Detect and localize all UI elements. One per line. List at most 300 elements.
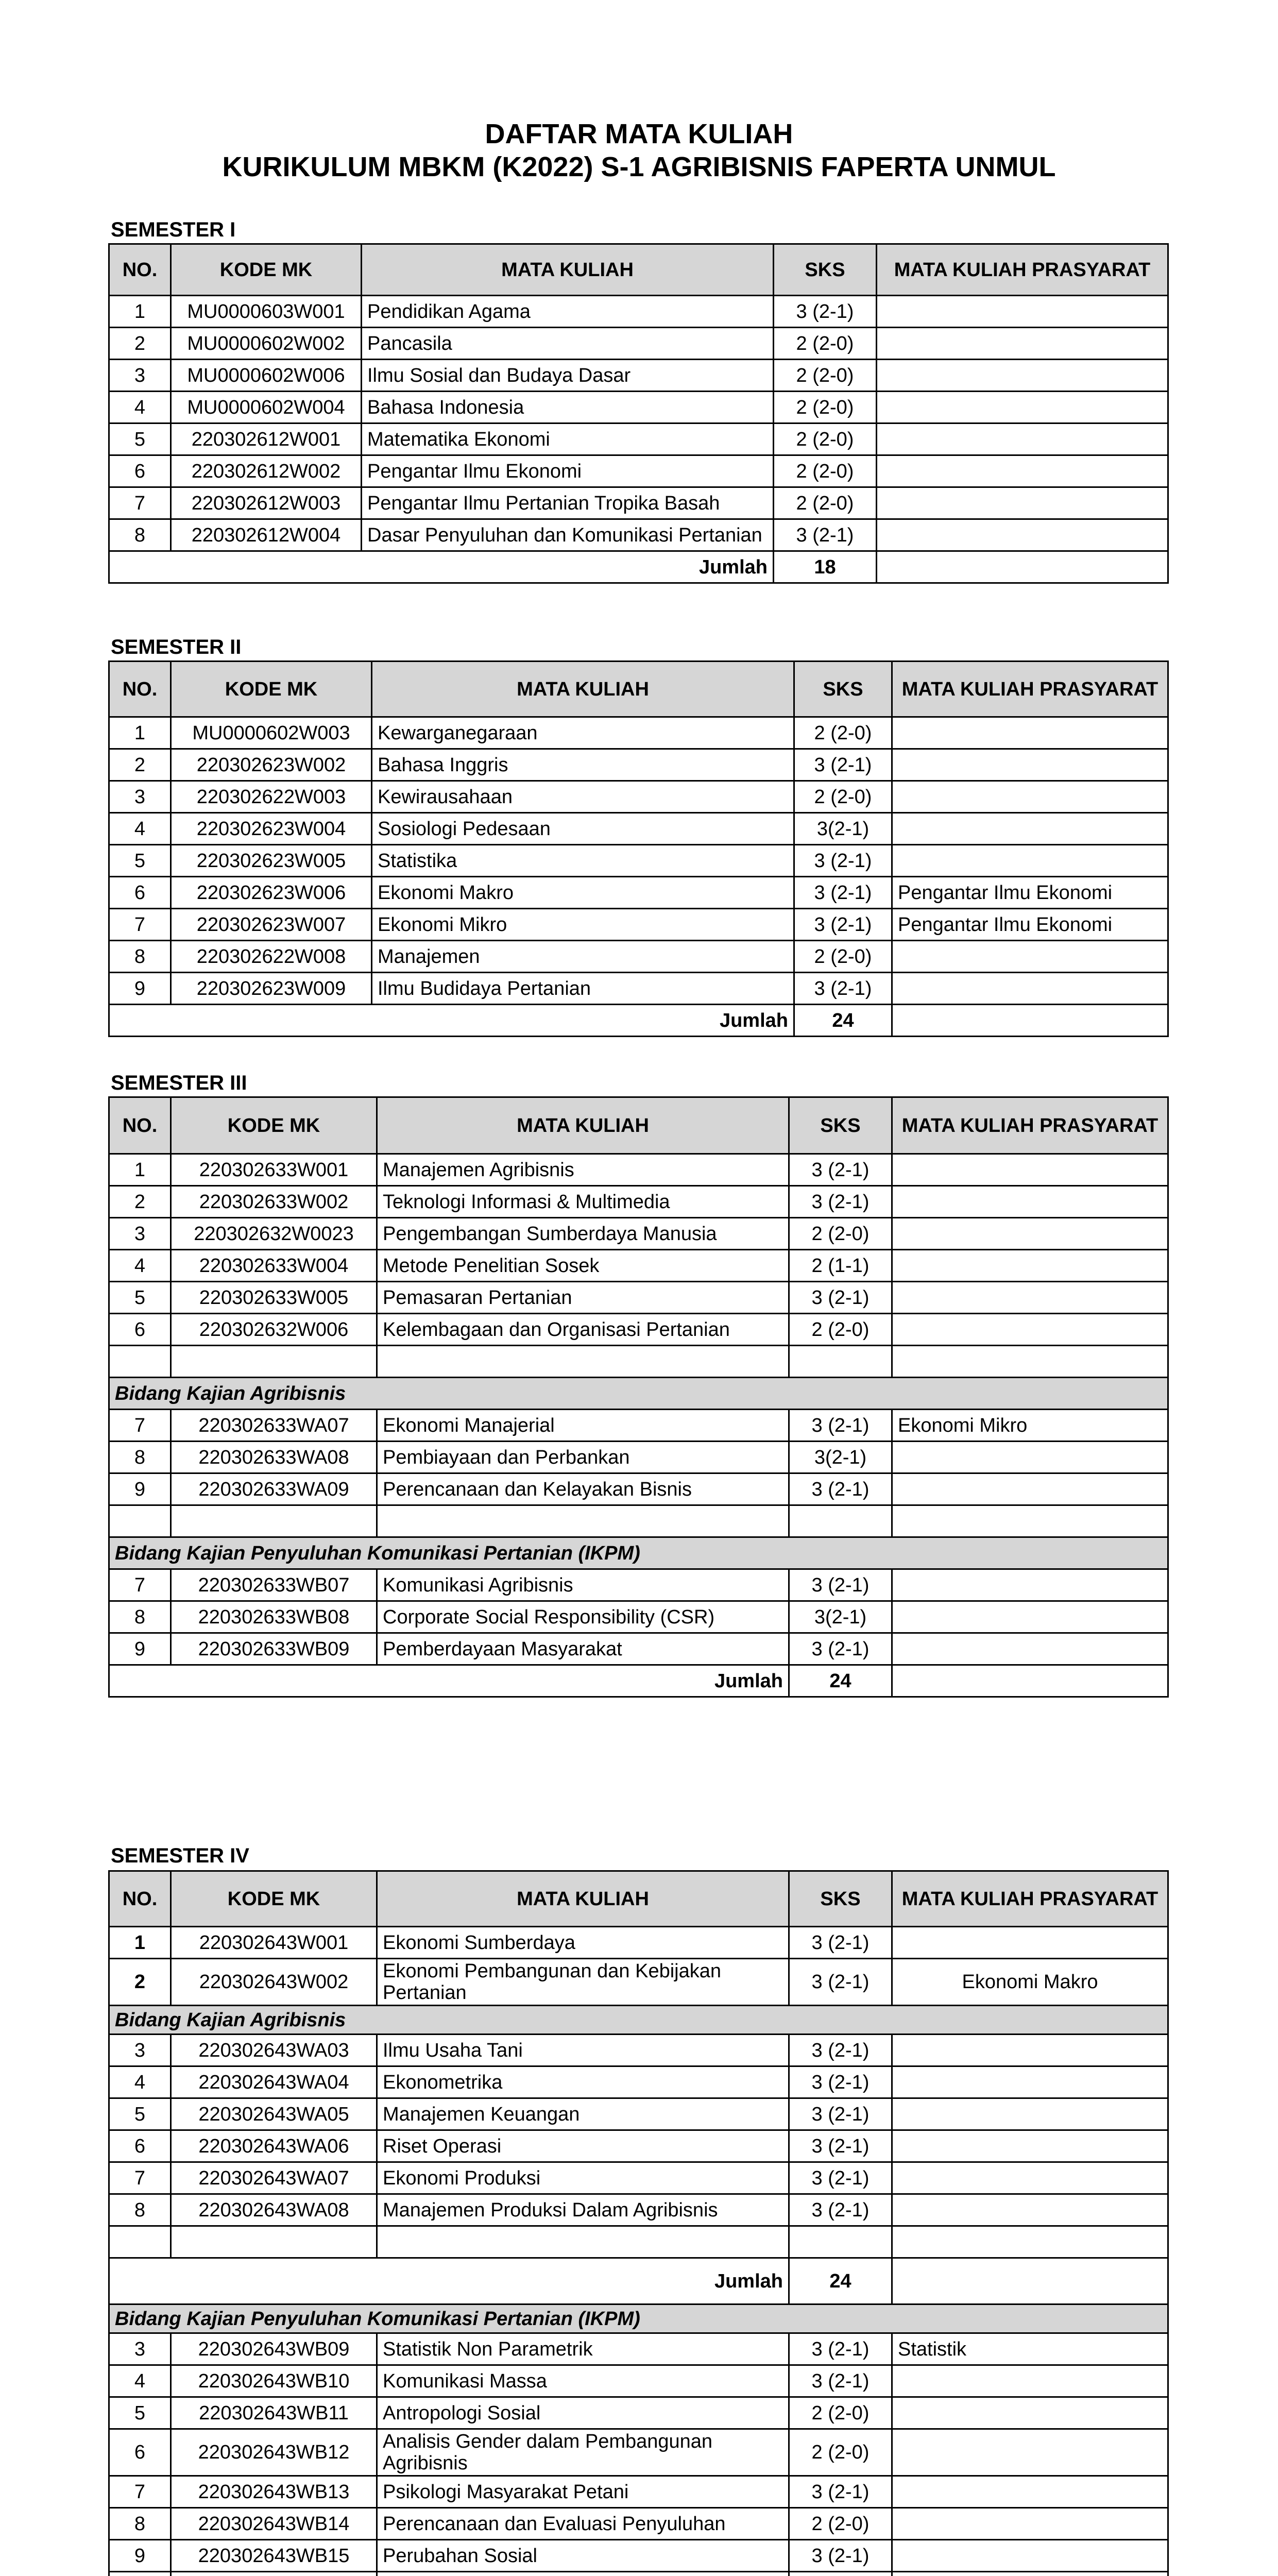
cell-kode-mk: 220302643W001 — [171, 1927, 377, 1959]
header-kode-mk: KODE MK — [171, 1097, 377, 1154]
cell-mata-kuliah: Pengantar Ilmu Ekonomi — [362, 455, 774, 487]
cell-no: 7 — [109, 909, 171, 941]
cell-kode-mk: 220302633W002 — [171, 1186, 377, 1218]
cell-sks: 3 (2-1) — [789, 1927, 892, 1959]
cell-prasyarat: Pengantar Ilmu Ekonomi — [892, 909, 1168, 941]
cell-mata-kuliah: Manajemen Produksi Dalam Agribisnis — [377, 2194, 789, 2226]
bidang-agribisnis-label: Bidang Kajian Agribisnis — [109, 2006, 1168, 2035]
cell-sks: 2 (2-0) — [774, 392, 877, 423]
bidang-ikpm-label: Bidang Kajian Penyuluhan Komunikasi Pertanian (IKPM) — [109, 1537, 1168, 1569]
cell-kode-mk: 220302623W002 — [171, 749, 372, 781]
cell-kode-mk: 220302612W003 — [171, 487, 362, 519]
cell-no: 9 — [109, 973, 171, 1005]
cell-sks: 2 (2-0) — [794, 717, 892, 749]
cell-prasyarat — [892, 2397, 1168, 2429]
semester-2-table — [108, 660, 1169, 1037]
cell-mata-kuliah: Riset Operasi — [377, 2130, 789, 2162]
cell-prasyarat — [892, 1601, 1168, 1633]
cell-sks: 2 (2-0) — [789, 1218, 892, 1250]
cell-sks: 2 (2-0) — [789, 2397, 892, 2429]
table-row — [109, 2397, 1168, 2429]
cell-no: 9 — [109, 1633, 171, 1665]
cell-no: 8 — [109, 1601, 171, 1633]
empty-row — [109, 2226, 1168, 2258]
cell-mata-kuliah: Pembiayaan dan Perbankan — [377, 1442, 789, 1473]
subheader-row — [109, 2006, 1168, 2035]
cell-kode-mk: 220302623W005 — [171, 845, 372, 877]
cell-prasyarat — [892, 1633, 1168, 1665]
cell-kode-mk: MU0000602W004 — [171, 392, 362, 423]
table-row — [109, 941, 1168, 973]
semester-4-label: SEMESTER IV — [111, 1844, 249, 1867]
header-prasyarat: MATA KULIAH PRASYARAT — [892, 1871, 1168, 1927]
table-row — [109, 2333, 1168, 2365]
cell-mata-kuliah: Pancasila — [362, 328, 774, 360]
document-title-line-2: KURIKULUM MBKM (K2022) S-1 AGRIBISNIS FAPERTA UNMUL — [222, 151, 1056, 182]
cell-prasyarat — [892, 1154, 1168, 1186]
cell-kode-mk: 220302633W001 — [171, 1154, 377, 1186]
cell-mata-kuliah: Pengantar Ilmu Pertanian Tropika Basah — [362, 487, 774, 519]
jumlah-label: Jumlah — [109, 2258, 789, 2304]
cell-sks: 3(2-1) — [794, 813, 892, 845]
cell-prasyarat — [892, 2194, 1168, 2226]
cell-mata-kuliah: Antropologi Sosial — [377, 2397, 789, 2429]
cell-no: 5 — [109, 1282, 171, 1314]
cell-mata-kuliah: Komunikasi Agribisnis — [377, 1569, 789, 1601]
header-no: NO. — [109, 1097, 171, 1154]
cell-no: 8 — [109, 1442, 171, 1473]
table-header-row — [109, 1097, 1168, 1154]
table-row — [109, 1250, 1168, 1282]
table-row — [109, 392, 1168, 423]
cell-no: 1 — [109, 1154, 171, 1186]
table-row — [109, 1154, 1168, 1186]
cell-no: 2 — [109, 1959, 171, 2006]
cell-prasyarat — [877, 423, 1168, 455]
cell-prasyarat — [877, 296, 1168, 328]
cell-mata-kuliah: Ekonomi Manajerial — [377, 1410, 789, 1442]
cell-mata-kuliah: Dasar Penyuluhan dan Komunikasi Pertanian — [362, 519, 774, 551]
cell-no: 9 — [109, 2540, 171, 2572]
cell-prasyarat: Statistik — [892, 2333, 1168, 2365]
cell-mata-kuliah: Analisis Gender dalam Pembangunan Agribisnis — [377, 2429, 789, 2476]
table-row — [109, 1282, 1168, 1314]
cell-prasyarat — [892, 717, 1168, 749]
cell-mata-kuliah: Ekonomi Mikro — [372, 909, 794, 941]
total-row — [109, 551, 1168, 583]
cell-kode-mk: 220302623W006 — [171, 877, 372, 909]
cell-kode-mk: 220302622W003 — [171, 781, 372, 813]
table-header-row — [109, 662, 1168, 717]
cell-no: 8 — [109, 2508, 171, 2540]
table-row — [109, 1927, 1168, 1959]
total-row — [109, 1005, 1168, 1037]
cell-prasyarat — [892, 941, 1168, 973]
table-row — [109, 1601, 1168, 1633]
subheader-row — [109, 2304, 1168, 2333]
cell-kode-mk: 220302633W004 — [171, 1250, 377, 1282]
empty-row — [109, 2572, 1168, 2576]
cell-mata-kuliah: Ekonomi Produksi — [377, 2162, 789, 2194]
cell-sks: 3 (2-1) — [789, 2130, 892, 2162]
cell-kode-mk: 220302643W002 — [171, 1959, 377, 2006]
table-row — [109, 2035, 1168, 2066]
cell-no: 1 — [109, 1927, 171, 1959]
cell-mata-kuliah: Pemberdayaan Masyarakat — [377, 1633, 789, 1665]
cell-sks: 2 (2-0) — [789, 1314, 892, 1346]
cell-no: 8 — [109, 519, 171, 551]
cell-prasyarat — [892, 1569, 1168, 1601]
cell-kode-mk: 220302643WB11 — [171, 2397, 377, 2429]
cell-prasyarat — [892, 1442, 1168, 1473]
cell-mata-kuliah: Ekonomi Makro — [372, 877, 794, 909]
cell-mata-kuliah: Ilmu Sosial dan Budaya Dasar — [362, 360, 774, 392]
table-row — [109, 717, 1168, 749]
table-row — [109, 360, 1168, 392]
cell-mata-kuliah: Corporate Social Responsibility (CSR) — [377, 1601, 789, 1633]
cell-kode-mk: 220302643WB13 — [171, 2476, 377, 2508]
table-header-row — [109, 244, 1168, 296]
cell-no: 4 — [109, 1250, 171, 1282]
cell-prasyarat — [892, 2098, 1168, 2130]
header-prasyarat: MATA KULIAH PRASYARAT — [877, 244, 1168, 296]
table-row — [109, 2476, 1168, 2508]
table-row — [109, 1959, 1168, 2006]
cell-kode-mk: 220302643WB09 — [171, 2333, 377, 2365]
cell-mata-kuliah: Ilmu Usaha Tani — [377, 2035, 789, 2066]
cell-sks: 3 (2-1) — [789, 1186, 892, 1218]
cell-kode-mk: 220302643WA03 — [171, 2035, 377, 2066]
header-mata-kuliah: MATA KULIAH — [377, 1097, 789, 1154]
header-kode-mk: KODE MK — [171, 662, 372, 717]
cell-sks: 3 (2-1) — [774, 519, 877, 551]
cell-mata-kuliah: Perubahan Sosial — [377, 2540, 789, 2572]
cell-mata-kuliah: Manajemen — [372, 941, 794, 973]
cell-kode-mk: 220302622W008 — [171, 941, 372, 973]
cell-sks: 3 (2-1) — [794, 877, 892, 909]
cell-sks: 2 (1-1) — [789, 1250, 892, 1282]
header-mata-kuliah: MATA KULIAH — [362, 244, 774, 296]
cell-no: 3 — [109, 2035, 171, 2066]
header-prasyarat: MATA KULIAH PRASYARAT — [892, 1097, 1168, 1154]
cell-kode-mk: 220302612W002 — [171, 455, 362, 487]
table-row — [109, 2098, 1168, 2130]
table-row — [109, 973, 1168, 1005]
cell-prasyarat — [892, 1282, 1168, 1314]
cell-no: 4 — [109, 813, 171, 845]
jumlah-label: Jumlah — [109, 1005, 794, 1037]
cell-prasyarat — [877, 455, 1168, 487]
cell-mata-kuliah: Pemasaran Pertanian — [377, 1282, 789, 1314]
cell-sks: 2 (2-0) — [774, 360, 877, 392]
cell-sks: 3 (2-1) — [789, 1633, 892, 1665]
cell-mata-kuliah: Pendidikan Agama — [362, 296, 774, 328]
cell-mata-kuliah: Teknologi Informasi & Multimedia — [377, 1186, 789, 1218]
cell-prasyarat — [877, 360, 1168, 392]
cell-no: 6 — [109, 455, 171, 487]
header-mata-kuliah: MATA KULIAH — [372, 662, 794, 717]
cell-no: 6 — [109, 2130, 171, 2162]
subheader-row — [109, 1537, 1168, 1569]
semester-1-label: SEMESTER I — [111, 218, 236, 241]
cell-kode-mk: 220302633WA07 — [171, 1410, 377, 1442]
cell-sks: 3 (2-1) — [789, 2476, 892, 2508]
cell-mata-kuliah: Matematika Ekonomi — [362, 423, 774, 455]
cell-prasyarat — [892, 1314, 1168, 1346]
cell-sks: 3 (2-1) — [794, 973, 892, 1005]
jumlah-value: 18 — [774, 551, 877, 583]
cell-sks: 2 (2-0) — [774, 487, 877, 519]
jumlah-label: Jumlah — [109, 551, 774, 583]
cell-mata-kuliah: Sosiologi Pedesaan — [372, 813, 794, 845]
cell-prasyarat: Pengantar Ilmu Ekonomi — [892, 877, 1168, 909]
table-row — [109, 296, 1168, 328]
cell-sks: 2 (2-0) — [789, 2429, 892, 2476]
table-row — [109, 749, 1168, 781]
table-row — [109, 2162, 1168, 2194]
table-row — [109, 455, 1168, 487]
table-row — [109, 2130, 1168, 2162]
cell-kode-mk: 220302643WB15 — [171, 2540, 377, 2572]
header-sks: SKS — [789, 1871, 892, 1927]
cell-kode-mk: 220302643WB14 — [171, 2508, 377, 2540]
cell-kode-mk: 220302643WA07 — [171, 2162, 377, 2194]
header-mata-kuliah: MATA KULIAH — [377, 1871, 789, 1927]
cell-prasyarat — [892, 1250, 1168, 1282]
cell-mata-kuliah: Statistik Non Parametrik — [377, 2333, 789, 2365]
cell-no: 3 — [109, 360, 171, 392]
table-row — [109, 1442, 1168, 1473]
cell-no: 4 — [109, 392, 171, 423]
cell-prasyarat — [892, 2476, 1168, 2508]
cell-sks: 3(2-1) — [789, 1442, 892, 1473]
cell-prasyarat — [892, 2162, 1168, 2194]
cell-mata-kuliah: Pengembangan Sumberdaya Manusia — [377, 1218, 789, 1250]
cell-prasyarat — [877, 519, 1168, 551]
semester-1-table — [108, 243, 1169, 584]
cell-no: 8 — [109, 2194, 171, 2226]
cell-prasyarat — [892, 1473, 1168, 1505]
cell-mata-kuliah: Perencanaan dan Evaluasi Penyuluhan — [377, 2508, 789, 2540]
cell-mata-kuliah: Statistika — [372, 845, 794, 877]
empty-row — [109, 1505, 1168, 1537]
cell-mata-kuliah: Manajemen Keuangan — [377, 2098, 789, 2130]
cell-prasyarat — [877, 392, 1168, 423]
cell-kode-mk: 220302633WA09 — [171, 1473, 377, 1505]
cell-kode-mk: 220302633W005 — [171, 1282, 377, 1314]
table-row — [109, 2066, 1168, 2098]
cell-no: 2 — [109, 328, 171, 360]
cell-kode-mk: 220302643WB12 — [171, 2429, 377, 2476]
cell-kode-mk: 220302643WA04 — [171, 2066, 377, 2098]
cell-prasyarat — [892, 1218, 1168, 1250]
header-no: NO. — [109, 662, 171, 717]
cell-mata-kuliah: Manajemen Agribisnis — [377, 1154, 789, 1186]
cell-kode-mk: 220302632W006 — [171, 1314, 377, 1346]
cell-sks: 3 (2-1) — [789, 2098, 892, 2130]
jumlah-value: 24 — [789, 2258, 892, 2304]
table-row — [109, 845, 1168, 877]
cell-prasyarat — [892, 2035, 1168, 2066]
semester-3-label: SEMESTER III — [111, 1072, 247, 1094]
bidang-agribisnis-label: Bidang Kajian Agribisnis — [109, 1378, 1168, 1410]
cell-prasyarat: Ekonomi Mikro — [892, 1410, 1168, 1442]
header-sks: SKS — [789, 1097, 892, 1154]
table-row — [109, 781, 1168, 813]
cell-prasyarat — [892, 781, 1168, 813]
semester-4-table — [108, 1870, 1169, 2576]
cell-prasyarat: Ekonomi Makro — [892, 1959, 1168, 2006]
cell-prasyarat — [877, 487, 1168, 519]
cell-sks: 3 (2-1) — [789, 2035, 892, 2066]
cell-sks: 3 (2-1) — [794, 749, 892, 781]
cell-no: 7 — [109, 1410, 171, 1442]
cell-no: 3 — [109, 2333, 171, 2365]
cell-sks: 3 (2-1) — [789, 1154, 892, 1186]
cell-no: 7 — [109, 1569, 171, 1601]
cell-no: 7 — [109, 2162, 171, 2194]
table-row — [109, 1569, 1168, 1601]
cell-sks: 3 (2-1) — [789, 1282, 892, 1314]
table-row — [109, 2194, 1168, 2226]
cell-no: 5 — [109, 2098, 171, 2130]
cell-no: 1 — [109, 717, 171, 749]
semester-2-label: SEMESTER II — [111, 636, 242, 658]
table-row — [109, 519, 1168, 551]
cell-mata-kuliah: Ekonometrika — [377, 2066, 789, 2098]
cell-sks: 3 (2-1) — [789, 2194, 892, 2226]
jumlah-value: 24 — [789, 1665, 892, 1697]
cell-sks: 3 (2-1) — [789, 2162, 892, 2194]
cell-no: 5 — [109, 2397, 171, 2429]
cell-prasyarat — [892, 2066, 1168, 2098]
cell-no: 9 — [109, 1473, 171, 1505]
cell-mata-kuliah: Kelembagaan dan Organisasi Pertanian — [377, 1314, 789, 1346]
cell-sks: 2 (2-0) — [774, 423, 877, 455]
header-no: NO. — [109, 244, 171, 296]
cell-sks: 2 (2-0) — [774, 328, 877, 360]
cell-prasyarat — [892, 813, 1168, 845]
table-row — [109, 877, 1168, 909]
table-row — [109, 2429, 1168, 2476]
semester-3-table — [108, 1096, 1169, 1698]
cell-mata-kuliah: Ekonomi Sumberdaya — [377, 1927, 789, 1959]
cell-prasyarat — [877, 328, 1168, 360]
cell-sks: 3 (2-1) — [789, 2540, 892, 2572]
cell-sks: 3 (2-1) — [789, 2066, 892, 2098]
cell-no: 4 — [109, 2365, 171, 2397]
bidang-ikpm-label: Bidang Kajian Penyuluhan Komunikasi Pertanian (IKPM) — [109, 2304, 1168, 2333]
cell-prasyarat — [892, 845, 1168, 877]
jumlah-value: 24 — [794, 1005, 892, 1037]
empty-row — [109, 1346, 1168, 1378]
table-row — [109, 423, 1168, 455]
cell-kode-mk: 220302643WA05 — [171, 2098, 377, 2130]
table-row — [109, 1218, 1168, 1250]
total-row — [109, 2258, 1168, 2304]
table-row — [109, 2508, 1168, 2540]
cell-kode-mk: 220302633WA08 — [171, 1442, 377, 1473]
cell-kode-mk: 220302633WB08 — [171, 1601, 377, 1633]
cell-kode-mk: 220302632W0023 — [171, 1218, 377, 1250]
cell-sks: 3 (2-1) — [789, 1473, 892, 1505]
cell-no: 8 — [109, 941, 171, 973]
cell-prasyarat — [892, 2365, 1168, 2397]
table-row — [109, 1186, 1168, 1218]
table-row — [109, 813, 1168, 845]
cell-prasyarat — [892, 749, 1168, 781]
subheader-row — [109, 1378, 1168, 1410]
cell-no: 2 — [109, 749, 171, 781]
cell-mata-kuliah: Ilmu Budidaya Pertanian — [372, 973, 794, 1005]
cell-mata-kuliah: Kewarganegaraan — [372, 717, 794, 749]
table-row — [109, 909, 1168, 941]
cell-sks: 3 (2-1) — [789, 2365, 892, 2397]
cell-prasyarat — [892, 973, 1168, 1005]
cell-kode-mk: 220302623W004 — [171, 813, 372, 845]
table-row — [109, 2365, 1168, 2397]
table-row — [109, 487, 1168, 519]
cell-kode-mk: MU0000602W003 — [171, 717, 372, 749]
cell-sks: 2 (2-0) — [794, 941, 892, 973]
cell-mata-kuliah: Ekonomi Pembangunan dan Kebijakan Pertanian — [377, 1959, 789, 2006]
cell-mata-kuliah: Metode Penelitian Sosek — [377, 1250, 789, 1282]
table-row — [109, 328, 1168, 360]
cell-kode-mk: 220302643WA08 — [171, 2194, 377, 2226]
cell-kode-mk: MU0000603W001 — [171, 296, 362, 328]
cell-sks: 3 (2-1) — [794, 845, 892, 877]
cell-prasyarat — [892, 2130, 1168, 2162]
total-row — [109, 1665, 1168, 1697]
cell-no: 5 — [109, 845, 171, 877]
cell-no: 6 — [109, 1314, 171, 1346]
cell-mata-kuliah: Kewirausahaan — [372, 781, 794, 813]
cell-prasyarat — [892, 2429, 1168, 2476]
cell-sks: 3 (2-1) — [789, 1959, 892, 2006]
header-sks: SKS — [794, 662, 892, 717]
cell-prasyarat — [892, 2540, 1168, 2572]
cell-sks: 3 (2-1) — [774, 296, 877, 328]
cell-no: 3 — [109, 1218, 171, 1250]
cell-prasyarat — [892, 2508, 1168, 2540]
table-row — [109, 2540, 1168, 2572]
cell-sks: 2 (2-0) — [774, 455, 877, 487]
cell-mata-kuliah: Komunikasi Massa — [377, 2365, 789, 2397]
cell-mata-kuliah: Psikologi Masyarakat Petani — [377, 2476, 789, 2508]
cell-kode-mk: 220302643WB10 — [171, 2365, 377, 2397]
cell-no: 7 — [109, 2476, 171, 2508]
table-row — [109, 1473, 1168, 1505]
table-row — [109, 1314, 1168, 1346]
cell-sks: 2 (2-0) — [794, 781, 892, 813]
cell-kode-mk: 220302623W007 — [171, 909, 372, 941]
cell-no: 7 — [109, 487, 171, 519]
header-prasyarat: MATA KULIAH PRASYARAT — [892, 662, 1168, 717]
cell-sks: 3 (2-1) — [789, 2333, 892, 2365]
cell-sks: 3 (2-1) — [789, 1569, 892, 1601]
header-kode-mk: KODE MK — [171, 244, 362, 296]
cell-mata-kuliah: Bahasa Inggris — [372, 749, 794, 781]
cell-kode-mk: 220302612W001 — [171, 423, 362, 455]
cell-no: 2 — [109, 1186, 171, 1218]
table-header-row — [109, 1871, 1168, 1927]
cell-kode-mk: 220302633WB09 — [171, 1633, 377, 1665]
cell-mata-kuliah: Bahasa Indonesia — [362, 392, 774, 423]
cell-kode-mk: 220302643WA06 — [171, 2130, 377, 2162]
cell-sks: 3 (2-1) — [794, 909, 892, 941]
cell-no: 5 — [109, 423, 171, 455]
cell-no: 4 — [109, 2066, 171, 2098]
